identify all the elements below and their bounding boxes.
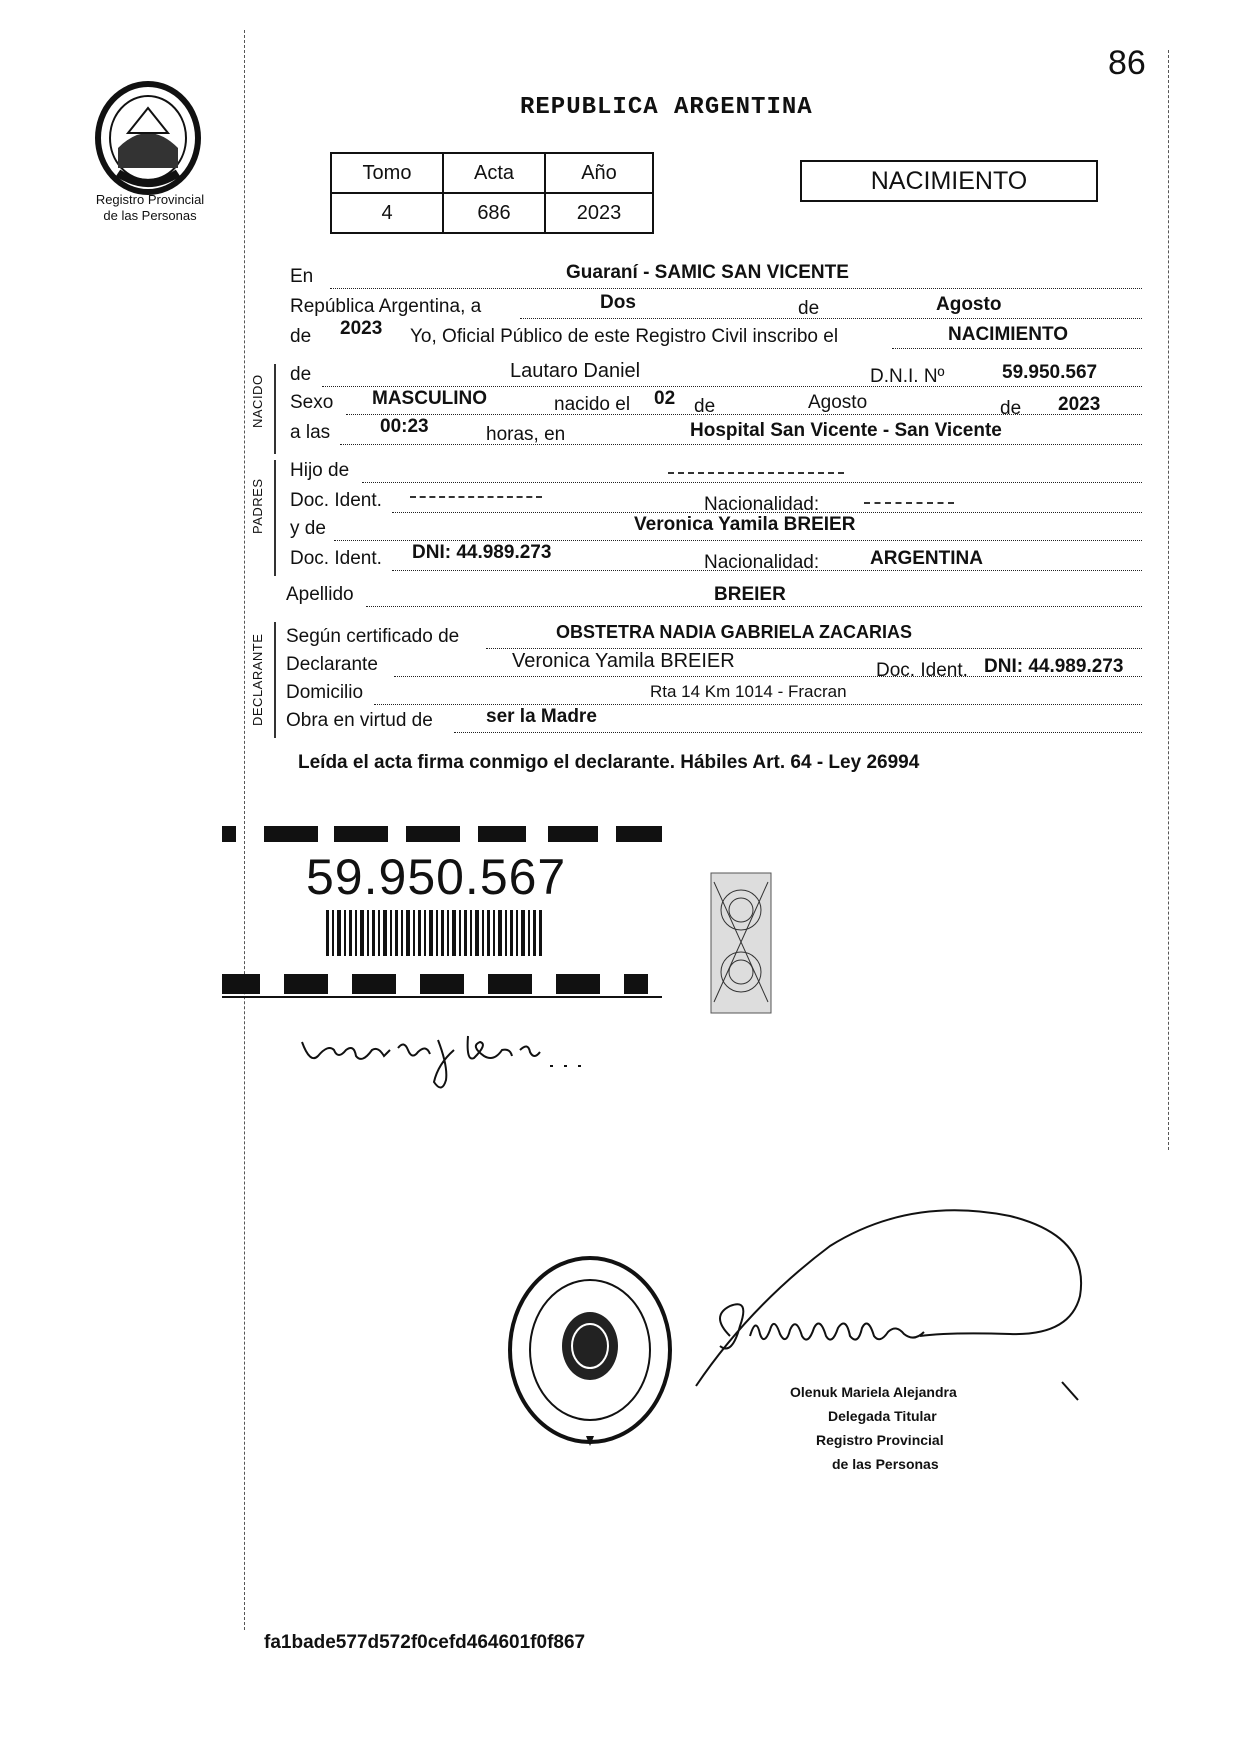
lugar-value: Hospital San Vicente - San Vicente [690, 420, 1002, 441]
hora-value: 00:23 [380, 416, 429, 437]
declarante-section-label: DECLARANTE [250, 633, 265, 726]
certificado-label: Según certificado de [286, 626, 460, 647]
logo-caption-line1: Registro Provincial [95, 192, 205, 207]
blank-dash [668, 472, 844, 474]
acto-value: NACIMIENTO [948, 324, 1068, 345]
logo-caption-line2: de las Personas [103, 208, 197, 223]
nacido-section-bar [274, 364, 276, 454]
page-title: REPUBLICA ARGENTINA [520, 94, 813, 121]
anio-record-value: 2023 [340, 318, 383, 339]
de4-label: de [1000, 398, 1022, 419]
dotted-line [346, 414, 1142, 415]
domicilio-value: Rta 14 Km 1014 - Fracran [650, 682, 847, 701]
dotted-line [454, 732, 1142, 733]
sexo-label: Sexo [290, 392, 334, 413]
nombre-label: de [290, 364, 312, 385]
dotted-line [486, 648, 1142, 649]
certificado-value: OBSTETRA NADIA GABRIELA ZACARIAS [556, 622, 912, 642]
dotted-line [362, 482, 1142, 483]
doc2-label: Doc. Ident. [290, 548, 382, 569]
yde-label: y de [290, 518, 326, 539]
dotted-line [330, 288, 1142, 289]
mes-nac-value: Agosto [808, 392, 868, 413]
tomo-value: 4 [331, 193, 443, 233]
sexo-value: MASCULINO [372, 388, 488, 409]
closing-statement: Leída el acta firma conmigo el declarante. Hábiles Art. 64 - Ley 26994 [298, 752, 920, 773]
nac2-value: ARGENTINA [870, 548, 983, 569]
dia-nac-value: 02 [654, 388, 676, 409]
padres-section-label: PADRES [250, 478, 265, 534]
declarante-section-bar [274, 622, 276, 738]
anio-nac-value: 2023 [1058, 394, 1101, 415]
padres-section-bar [274, 460, 276, 576]
doc3-value: DNI: 44.989.273 [984, 656, 1124, 677]
tomo-header: Tomo [331, 153, 443, 193]
security-pattern-bottom [222, 970, 668, 1000]
blank-dash [410, 496, 542, 498]
page-number: 86 [1108, 44, 1146, 82]
acta-value: 686 [443, 193, 545, 233]
de2-label: de [290, 326, 312, 347]
dni-value: 59.950.567 [1002, 362, 1098, 383]
document-hash: fa1bade577d572f0cefd464601f0f867 [264, 1632, 586, 1653]
dia-value: Dos [600, 292, 636, 313]
blank-dash [864, 502, 954, 504]
domicilio-label: Domicilio [286, 682, 364, 703]
barcode [326, 910, 546, 956]
doc2-value: DNI: 44.989.273 [412, 542, 552, 563]
doc3-label: Doc. Ident. [876, 660, 968, 681]
logo-caption [80, 192, 220, 224]
de-label: de [798, 298, 820, 319]
official-round-stamp [500, 1250, 680, 1450]
declarante-value: Veronica Yamila BREIER [512, 650, 735, 672]
tomo-acta-anio-table [330, 152, 654, 234]
declarante-label: Declarante [286, 654, 378, 675]
horas-en-label: horas, en [486, 424, 566, 445]
dotted-line [892, 348, 1142, 349]
mes-value: Agosto [936, 294, 1002, 315]
security-pattern-top [222, 822, 668, 846]
dotted-line [366, 606, 1142, 607]
official-org-line1: Registro Provincial [816, 1432, 944, 1448]
dotted-line [334, 540, 1142, 541]
nac2-label: Nacionalidad: [704, 552, 820, 573]
dotted-line [520, 318, 1142, 319]
right-margin-line [1168, 50, 1169, 1150]
dni-label: D.N.I. Nº [870, 366, 945, 387]
hologram-seal [710, 872, 772, 1014]
official-name: Olenuk Mariela Alejandra [790, 1384, 957, 1400]
apellido-label: Apellido [286, 584, 354, 605]
a-las-label: a las [290, 422, 331, 443]
official-signature [690, 1186, 1110, 1406]
republica-label: República Argentina, a [290, 296, 482, 317]
declarante-signature [298, 1020, 598, 1100]
anio-value: 2023 [545, 193, 653, 233]
nacido-el-label: nacido el [554, 394, 631, 415]
nacido-section-label: NACIDO [250, 374, 265, 428]
oficial-text: Yo, Oficial Público de este Registro Civil inscribo el [410, 326, 839, 347]
acta-header: Acta [443, 153, 545, 193]
sticker-dni-number: 59.950.567 [306, 849, 567, 905]
obra-label: Obra en virtud de [286, 710, 433, 731]
dotted-line [340, 444, 1142, 445]
apellido-value: BREIER [714, 584, 786, 605]
doc1-label: Doc. Ident. [290, 490, 382, 511]
nombre-value: Lautaro Daniel [510, 360, 641, 382]
en-value: Guaraní - SAMIC SAN VICENTE [566, 262, 849, 283]
hijo-label: Hijo de [290, 460, 350, 481]
record-type-box: NACIMIENTO [800, 160, 1098, 202]
dotted-line [374, 704, 1142, 705]
madre-value: Veronica Yamila BREIER [634, 514, 856, 535]
de3-label: de [694, 396, 716, 417]
official-role: Delegada Titular [828, 1408, 937, 1424]
provincial-seal-logo [88, 78, 208, 198]
nac1-label: Nacionalidad: [704, 494, 820, 515]
official-org-line2: de las Personas [832, 1456, 939, 1472]
dotted-line [322, 386, 1142, 387]
obra-value: ser la Madre [486, 706, 597, 727]
anio-header: Año [545, 153, 653, 193]
en-label: En [290, 266, 314, 287]
